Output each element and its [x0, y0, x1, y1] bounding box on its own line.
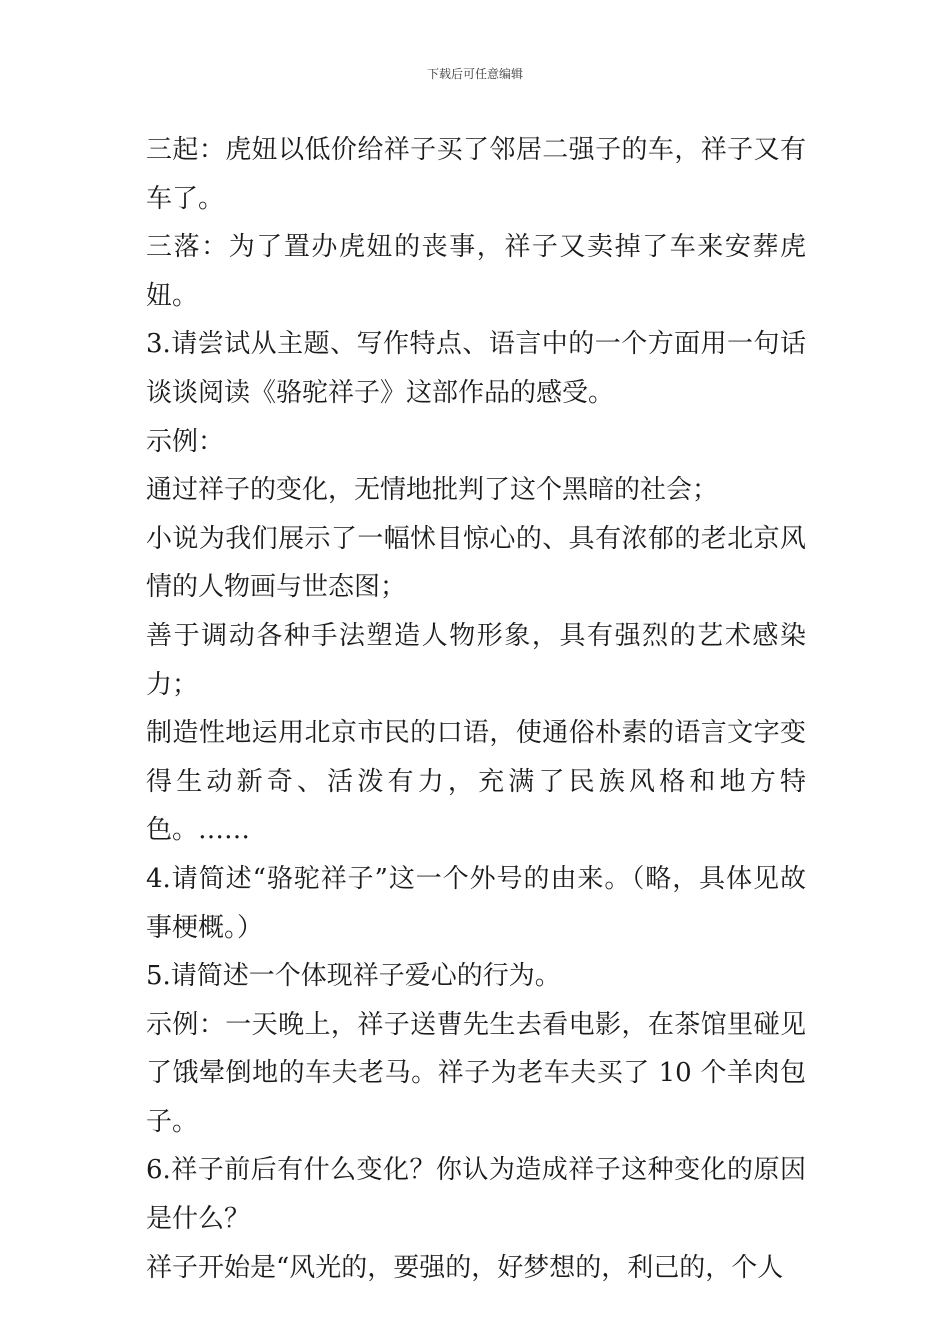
answer-6: 祥子开始是“风光的，要强的，好梦想的，利己的，个人	[146, 1252, 784, 1283]
paragraph-san-qi: 三起：虎妞以低价给祥子买了邻居二强子的车，祥子又有车了。	[146, 135, 806, 214]
example-label: 示例：	[146, 426, 225, 457]
question-4: 4.请简述“骆驼祥子”这一个外号的由来。（略，具体见故事梗概。）	[146, 863, 806, 943]
page-header: 下载后可任意编辑	[426, 67, 523, 81]
example-line-2: 小说为我们展示了一幅怵目惊心的、具有浓郁的老北京风情的人物画与世态图；	[146, 523, 806, 603]
answer-5: 示例：一天晚上，祥子送曹先生去看电影，在茶馆里碰见了饿晕倒地的车夫老马。祥子为老车夫买了 10 个羊肉包子。	[146, 1009, 806, 1137]
question-3: 3.请尝试从主题、写作特点、语言中的一个方面用一句话谈谈阅读《骆驼祥子》这部作品的感受。	[146, 329, 806, 408]
example-line-4: 制造性地运用北京市民的口语，使通俗朴素的语言文字变得生动新奇、活泼有力，充满了民族风格和地方特色。……	[146, 718, 806, 846]
example-line-3: 善于调动各种手法塑造人物形象，具有强烈的艺术感染力；	[146, 620, 806, 700]
example-line-1: 通过祥子的变化，无情地批判了这个黑暗的社会；	[146, 475, 719, 506]
question-6: 6.祥子前后有什么变化？你认为造成祥子这种变化的原因是什么？	[146, 1155, 806, 1235]
document-body	[146, 126, 806, 1292]
paragraph-san-luo: 三落：为了置办虎妞的丧事，祥子又卖掉了车来安葬虎妞。	[146, 232, 806, 311]
question-5: 5.请简述一个体现祥子爱心的行为。	[146, 961, 561, 992]
